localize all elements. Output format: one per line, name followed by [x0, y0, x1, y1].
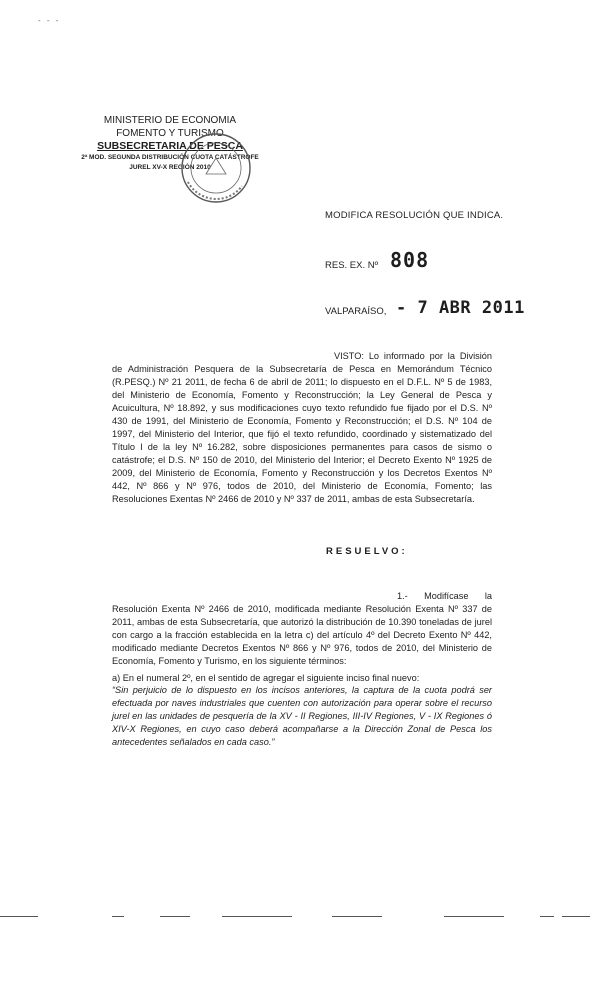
document-subject: MODIFICA RESOLUCIÓN QUE INDICA. [325, 210, 504, 221]
scan-artifact-line [540, 916, 554, 917]
scan-artifact-line [332, 916, 382, 917]
ministry-name: MINISTERIO DE ECONOMIA [103, 115, 237, 126]
document-reference-2: JUREL XV-X REGIÓN 2010 [129, 164, 211, 171]
date-label: VALPARAÍSO, [325, 306, 387, 317]
scan-artifact-line [0, 916, 38, 917]
corner-mark: - - - [38, 16, 61, 25]
article-1-paragraph: 1.- Modifícase la Resolución Exenta Nº 2466 de 2010, modificada mediante Resolución Exenta Nº 337 de 2011, ambas de esta Subsecretaría, que autorizó la distribución de 10.390 toneladas de jurel con cargo a la fracción establecida en la letra c) del artículo 4º del Decreto Exento Nº 442, modificado mediante Decretos Exentos Nº 866 y Nº 976, todos de 2010, del Ministerio de Economía, Fomento y Turismo, en los siguiente términos: [112, 591, 492, 666]
ministry-line2: FOMENTO Y TURISMO [116, 128, 224, 139]
date-value: - 7 ABR 2011 [396, 298, 525, 318]
resuelvo-heading: RESUELVO: [326, 546, 408, 557]
visto-paragraph: VISTO: Lo informado por la División de Administración Pesquera de la Subsecretaría de Pesca en Memorándum Técnico (R.PESQ.) Nº 21 2011, de fecha 6 de abril de 2011; lo dispuesto en el D.F.L. Nº 5 de 1983, del Ministerio de Economía, Fomento y Reconstrucción; la Ley General de Pesca y Acuicultura, Nº 18.892, y sus modificaciones cuyo texto refundido fue fijado por el D.S. Nº 430 de 1991, del Ministerio de Economía, Fomento y Reconstrucción; el D.S. Nº 104 de 1997, del Ministerio del Interior, que fijó el texto refundido, coordinado y sistematizado del Título I de la ley Nº 16.282, sobre disposiciones permanentes para casos de sismo o catástrofe; el D.S. Nº 150 de 2010, del Ministerio del Interior; el Decreto Exento Nº 1925 de 2009, del Ministerio de Economía, Fomento y Reconstrucción y los Decretos Exentos Nº 442, Nº 866 y Nº 976, todos de 2010, del Ministerio de Economía, Fomento; las Resoluciones Exentas Nº 2466 de 2010 y Nº 337 de 2011, ambas de esta Subsecretaría. [112, 351, 492, 504]
section-a-quote: “Sin perjuicio de lo dispuesto en los incisos anteriores, la captura de la cuota podrá ser efectuada por naves industriales que cuenten con autorización para operar sobre el recurso jurel en las unidades de pesquería de la XV - II Regiones, III-IV Regiones, V - IX Regiones ó XIV-X Regiones, en cuyo caso deberá acompañarse a la Dirección Zonal de Pesca los antecedentes señalados en cada caso.” [112, 685, 492, 747]
scan-artifact-line [222, 916, 292, 917]
document-reference: 2ª MOD. SEGUNDA DISTRIBUCIÓN CUOTA CATÁSTROFE [81, 154, 259, 161]
official-seal-stamp [176, 128, 256, 208]
section-a-intro: a) En el numeral 2º, en el sentido de agregar el siguiente inciso final nuevo: [112, 673, 420, 683]
subsecretaria-name: SUBSECRETARIA DE PESCA [97, 140, 243, 152]
scan-artifact-line [562, 916, 590, 917]
scan-artifact-line [160, 916, 190, 917]
scan-artifact-line [444, 916, 504, 917]
resolution-label: RES. EX. Nº [325, 260, 379, 271]
scan-artifact-line [112, 916, 124, 917]
resolution-number: 808 [390, 248, 430, 272]
